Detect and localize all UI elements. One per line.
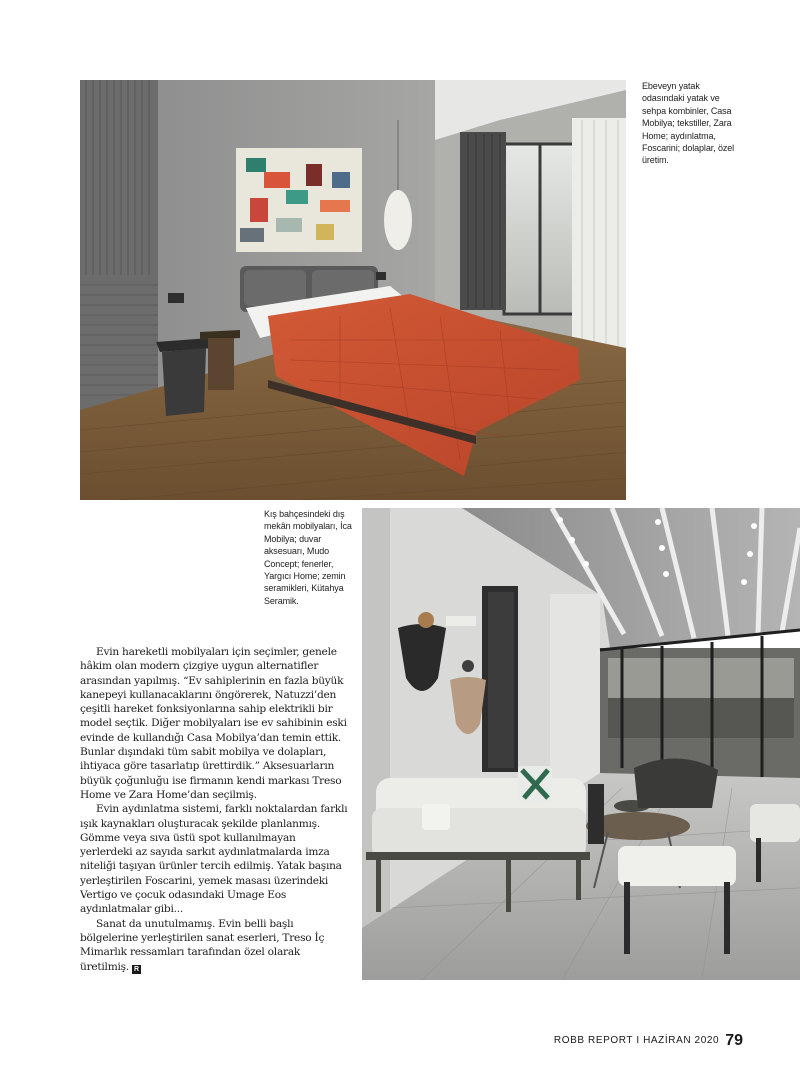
- article-paragraph-3-text: Sanat da unutulmamış. Evin belli başlı bölgelerine yerleştirilen sanat eserleri, Treso İç Mimarlık ressamları tarafından özel olarak üretilmiş.: [80, 917, 325, 973]
- bedroom-photo-illustration: [80, 80, 626, 500]
- winter-garden-photo-illustration: [362, 508, 800, 980]
- article-paragraph-3: [80, 917, 348, 974]
- winter-garden-photo: [362, 508, 800, 980]
- article-paragraph-1: Evin hareketli mobilyaları için seçimler, genele hâkim olan modern çizgiye uygun alternatifler arasından yapılmış. “Ev sahiplerinin en fazla büyük kanepeyi kullanacaklarını öngörerek, Natuzzi’den çeşitli hareket fonksiyonlarına sahip elektrikli bir model seçtik. Diğer mobilyaları ise ev sahibinin eski evinde de kullandığı Casa Mobilya’dan temin ettik. Bunlar dışındaki tüm sabit mobilya ve dolapları, ihtiyaca göre tasarlatıp ürettirdik.” Aksesuarların büyük çoğunluğu ise firmanın kendi markası Treso Home ve Zara Home’dan seçilmiş.: [80, 646, 347, 801]
- end-mark-icon: R: [132, 965, 141, 974]
- article-paragraph-2: Evin aydınlatma sistemi, farklı noktalardan farklı ışık kaynakları oluşturacak şekilde planlanmış. Gömme veya sıva üstü spot kullanılmayan yerlerdeki az sayıda sarkıt aydınlatmalarda imza niteliği taşıyan ürünler tercih edilmiş. Yatak başına yerleştirilen Foscarini, yemek masası üzerindeki Vertigo ve çocuk odasındaki Umage Eos aydınlatmalar gibi...: [80, 803, 348, 916]
- article-body: [80, 645, 348, 974]
- bedroom-caption: Ebeveyn yatak odasındaki yatak ve sehpa kombinler, Casa Mobilya; tekstiller, Zara Home; aydınlatma, Foscarini; dolaplar, özel üretim.: [642, 81, 735, 166]
- footer-runner: ROBB REPORT I HAZİRAN 2020: [553, 1035, 720, 1046]
- page-footer: [554, 1032, 743, 1050]
- bedroom-photo: [80, 80, 626, 500]
- page-number: 79: [725, 1032, 743, 1049]
- winter-garden-caption: Kış bahçesindeki dış mekân mobilyaları, İca Mobilya; duvar aksesuarı, Mudo Concept; fenerler, Yargıcı Home; zemin seramikleri, Kütahya Seramik.: [264, 509, 352, 606]
